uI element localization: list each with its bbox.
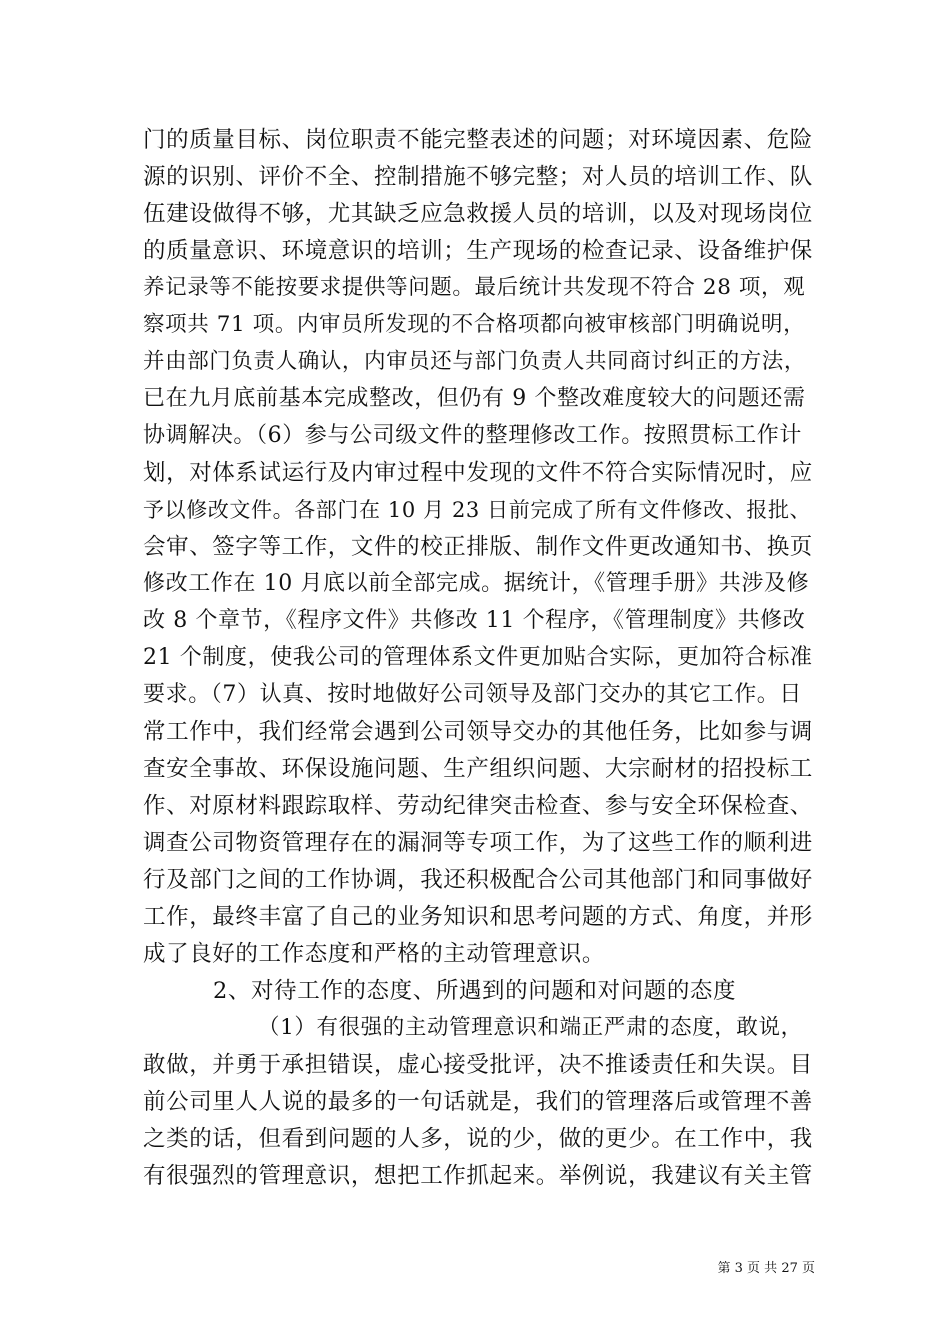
text-line: 之类的话，但看到问题的人多，说的少，做的更少。在工作中，我 [143,1126,813,1152]
paragraph-first-line: （1）有很强的主动管理意识和端正严肃的态度，敢说， [258,1015,803,1040]
section-heading: 2、对待工作的态度、所遇到的问题和对问题的态度 [213,978,737,1004]
text-line: 有很强烈的管理意识，想把工作抓起来。举例说，我建议有关主管 [143,1163,813,1189]
text-line: 行及部门之间的工作协调，我还积极配合公司其他部门和同事做好 [143,867,813,893]
text-line: 门的质量目标、岗位职责不能完整表述的问题；对环境因素、危险 [143,127,813,153]
text-line: 查安全事故、环保设施问题、生产组织问题、大宗耐材的招投标工 [143,756,813,782]
text-line: 前公司里人人说的最多的一句话就是，我们的管理落后或管理不善 [143,1089,813,1115]
text-line: 成了良好的工作态度和严格的主动管理意识。 [143,941,606,967]
text-line: 养记录等不能按要求提供等问题。最后统计共发现不符合 28 项，观 [143,275,806,300]
page-number: 第 3 页 共 27 页 [717,1261,815,1276]
text-line: 予以修改文件。各部门在 10 月 23 日前完成了所有文件修改、报批、 [143,498,812,522]
text-line: 察项共 71 项。内审员所发现的不合格项都向被审核部门明确说明， [143,312,806,337]
text-line: 21 个制度，使我公司的管理体系文件更加贴合实际，更加符合标准 [143,645,813,670]
text-line: 修改工作在 10 月底以前全部完成。据统计，《管理手册》共涉及修 [143,571,810,596]
text-line: 划，对体系试运行及内审过程中发现的文件不符合实际情况时，应 [143,460,813,486]
text-line: 调查公司物资管理存在的漏洞等专项工作，为了这些工作的顺利进 [143,830,813,856]
text-line: 源的识别、评价不全、控制措施不够完整；对人员的培训工作、队 [143,164,813,190]
text-line: 并由部门负责人确认，内审员还与部门负责人共同商讨纠正的方法， [143,349,807,374]
text-line: 敢做，并勇于承担错误，虚心接受批评，决不推诿责任和失误。目 [143,1052,813,1078]
text-line: 要求。（7）认真、按时地做好公司领导及部门交办的其它工作。日 [143,682,802,707]
text-line: 作、对原材料跟踪取样、劳动纪律突击检查、参与安全环保检查、 [143,793,813,819]
text-line: 已在九月底前基本完成整改，但仍有 9 个整改难度较大的问题还需 [143,386,806,411]
text-line: 协调解决。（6）参与公司级文件的整理修改工作。按照贯标工作计 [143,423,802,448]
text-line: 常工作中，我们经常会遇到公司领导交办的其他任务，比如参与调 [143,719,813,745]
text-line: 的质量意识、环境意识的培训；生产现场的检查记录、设备维护保 [143,238,813,264]
text-line: 改 8 个章节，《程序文件》共修改 11 个程序，《管理制度》共修改 [143,608,806,633]
text-line: 工作，最终丰富了自己的业务知识和思考问题的方式、角度，并形 [143,904,813,930]
text-line: 伍建设做得不够，尤其缺乏应急救援人员的培训，以及对现场岗位 [143,201,813,227]
text-line: 会审、签字等工作，文件的校正排版、制作文件更改通知书、换页 [143,534,813,560]
